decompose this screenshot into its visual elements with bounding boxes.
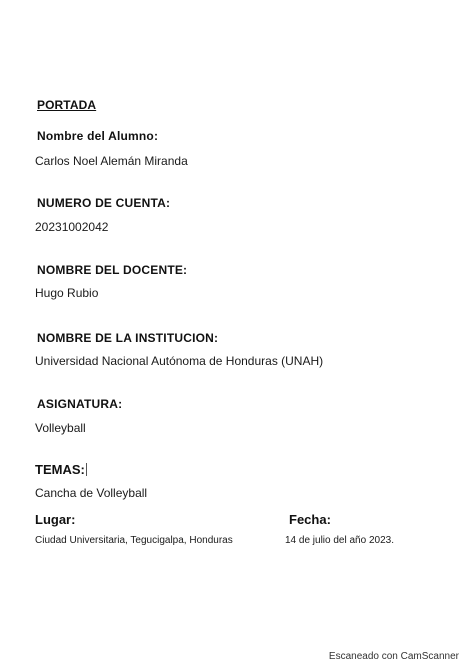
- page-heading: PORTADA: [37, 98, 97, 112]
- topics-label: TEMAS:: [35, 462, 85, 477]
- topics-label-row: [35, 463, 87, 476]
- account-number-value: 20231002042: [35, 220, 109, 234]
- account-number-label: NUMERO DE CUENTA:: [37, 196, 171, 210]
- place-value: Ciudad Universitaria, Tegucigalpa, Honduras: [35, 535, 233, 546]
- subject-label: ASIGNATURA:: [37, 397, 123, 411]
- date-label: Fecha:: [289, 512, 331, 527]
- subject-value: Volleyball: [35, 421, 86, 435]
- topics-value: Cancha de Volleyball: [35, 486, 148, 500]
- student-name-label: Nombre del Alumno:: [37, 129, 159, 143]
- date-value: 14 de julio del año 2023.: [285, 535, 394, 546]
- text-cursor-icon: [86, 463, 87, 476]
- institution-label: NOMBRE DE LA INSTITUCION:: [37, 331, 219, 345]
- camscanner-watermark: Escaneado con CamScanner: [328, 651, 459, 662]
- student-name-value: Carlos Noel Alemán Miranda: [35, 154, 188, 168]
- teacher-name-value: Hugo Rubio: [35, 286, 99, 300]
- institution-value: Universidad Nacional Autónoma de Honduras (UNAH): [35, 354, 324, 368]
- place-label: Lugar:: [35, 512, 76, 527]
- teacher-name-label: NOMBRE DEL DOCENTE:: [37, 263, 188, 277]
